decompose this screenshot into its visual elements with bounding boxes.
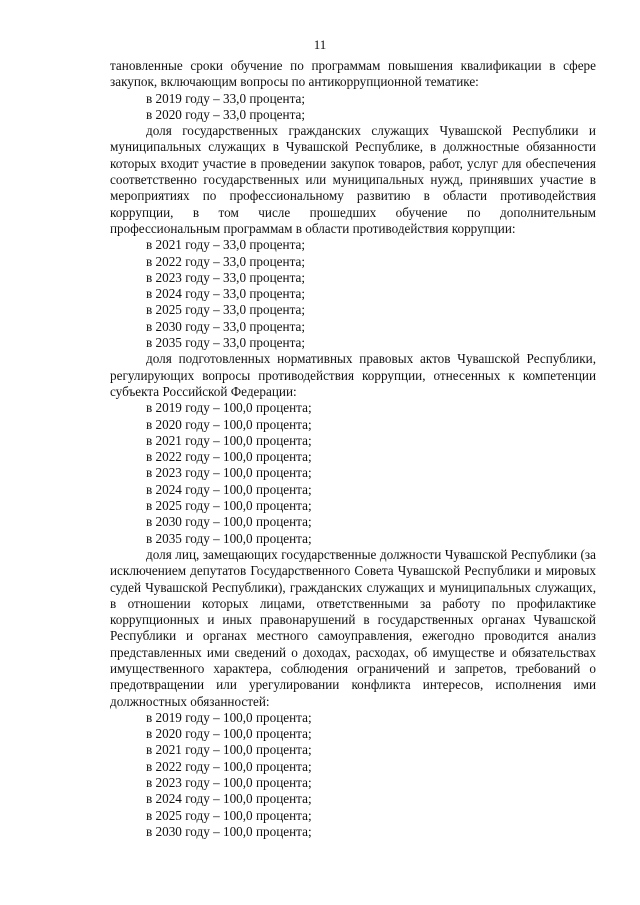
list-item: в 2023 году – 100,0 процента; bbox=[146, 465, 312, 481]
list-item: в 2024 году – 33,0 процента; bbox=[146, 286, 306, 302]
list-item: в 2023 году – 100,0 процента; bbox=[146, 775, 312, 791]
list-item: в 2024 году – 100,0 процента; bbox=[146, 791, 312, 807]
list-item: в 2021 году – 100,0 процента; bbox=[146, 742, 312, 758]
list-item: в 2030 году – 100,0 процента; bbox=[146, 823, 312, 839]
list-item: в 2019 году – 100,0 процента; bbox=[146, 709, 312, 725]
indicator-paragraph-income-analysis: доля лиц, замещающих государственные должности Чувашской Республики (за исключением депутатов Государственного Совета Чувашской Республики и мировых судей Чувашской Республики), гражданских служащих и муниципальных служащих, в отношении которых лицами, ответственными за работу по профилактике коррупционных и иных правонарушений в государственных органах Чувашской Республики и органах местного самоуправления, ежегодно проводится анализ представленных ими сведений о доходах, расходах, об имуществе и обязательствах имущественного характера, соблюдения ограничений и запретов, требований о предотвращении или урегулировании конфликта интересов, исполнения ими должностных обязанностей: bbox=[110, 546, 596, 709]
list-item: в 2022 году – 100,0 процента; bbox=[146, 449, 312, 465]
list-item: в 2035 году – 100,0 процента; bbox=[146, 530, 312, 546]
list-item: в 2030 году – 100,0 процента; bbox=[146, 514, 312, 530]
list-item: в 2019 году – 33,0 процента; bbox=[146, 90, 306, 106]
list-item: в 2021 году – 33,0 процента; bbox=[146, 237, 306, 253]
page-number: 11 bbox=[313, 37, 327, 52]
list-item: в 2024 году – 100,0 процента; bbox=[146, 481, 312, 497]
list-item: в 2035 году – 33,0 процента; bbox=[146, 335, 306, 351]
indicator-paragraph-procurement-training: доля государственных гражданских служащих Чувашской Республики и муниципальных служащих в Чувашской Республике, в должностные обязанности которых входит участие в проведении закупок товаров, работ, услуг для обеспечения соответственно государственных или муниципальных нужд, принявших участие в мероприятиях по профессиональному развитию в области противодействия коррупции, в том числе прошедших обучение по дополнительным профессиональным программам в области противодействия коррупции: bbox=[110, 123, 596, 236]
list-item: в 2030 году – 33,0 процента; bbox=[146, 318, 306, 334]
list-item: в 2020 году – 100,0 процента; bbox=[146, 726, 312, 742]
intro-list bbox=[110, 91, 596, 124]
list-item: в 2022 году – 33,0 процента; bbox=[146, 253, 306, 269]
list-item: в 2025 году – 33,0 процента; bbox=[146, 302, 306, 318]
list-item: в 2023 году – 33,0 процента; bbox=[146, 269, 306, 285]
list-item: в 2019 году – 100,0 процента; bbox=[146, 400, 312, 416]
list-item: в 2025 году – 100,0 процента; bbox=[146, 807, 312, 823]
document-body bbox=[110, 58, 596, 840]
list-item: в 2021 году – 100,0 процента; bbox=[146, 432, 312, 448]
list-item: в 2020 году – 100,0 процента; bbox=[146, 416, 312, 432]
intro-paragraph: тановленные сроки обучение по программам повышения квалификации в сфере закупок, включающим вопросы по антикоррупционной тематике: bbox=[110, 58, 596, 90]
indicator-paragraph-legal-acts: доля подготовленных нормативных правовых актов Чувашской Республики, регулирующих вопросы противодействия коррупции, отнесенных к компетенции субъекта Российской Федерации: bbox=[110, 351, 596, 399]
procurement-training-list bbox=[110, 237, 596, 351]
list-item: в 2020 году – 33,0 процента; bbox=[146, 106, 306, 122]
list-item: в 2025 году – 100,0 процента; bbox=[146, 498, 312, 514]
income-analysis-list bbox=[110, 710, 596, 840]
list-item: в 2022 году – 100,0 процента; bbox=[146, 758, 312, 774]
legal-acts-list bbox=[110, 400, 596, 547]
